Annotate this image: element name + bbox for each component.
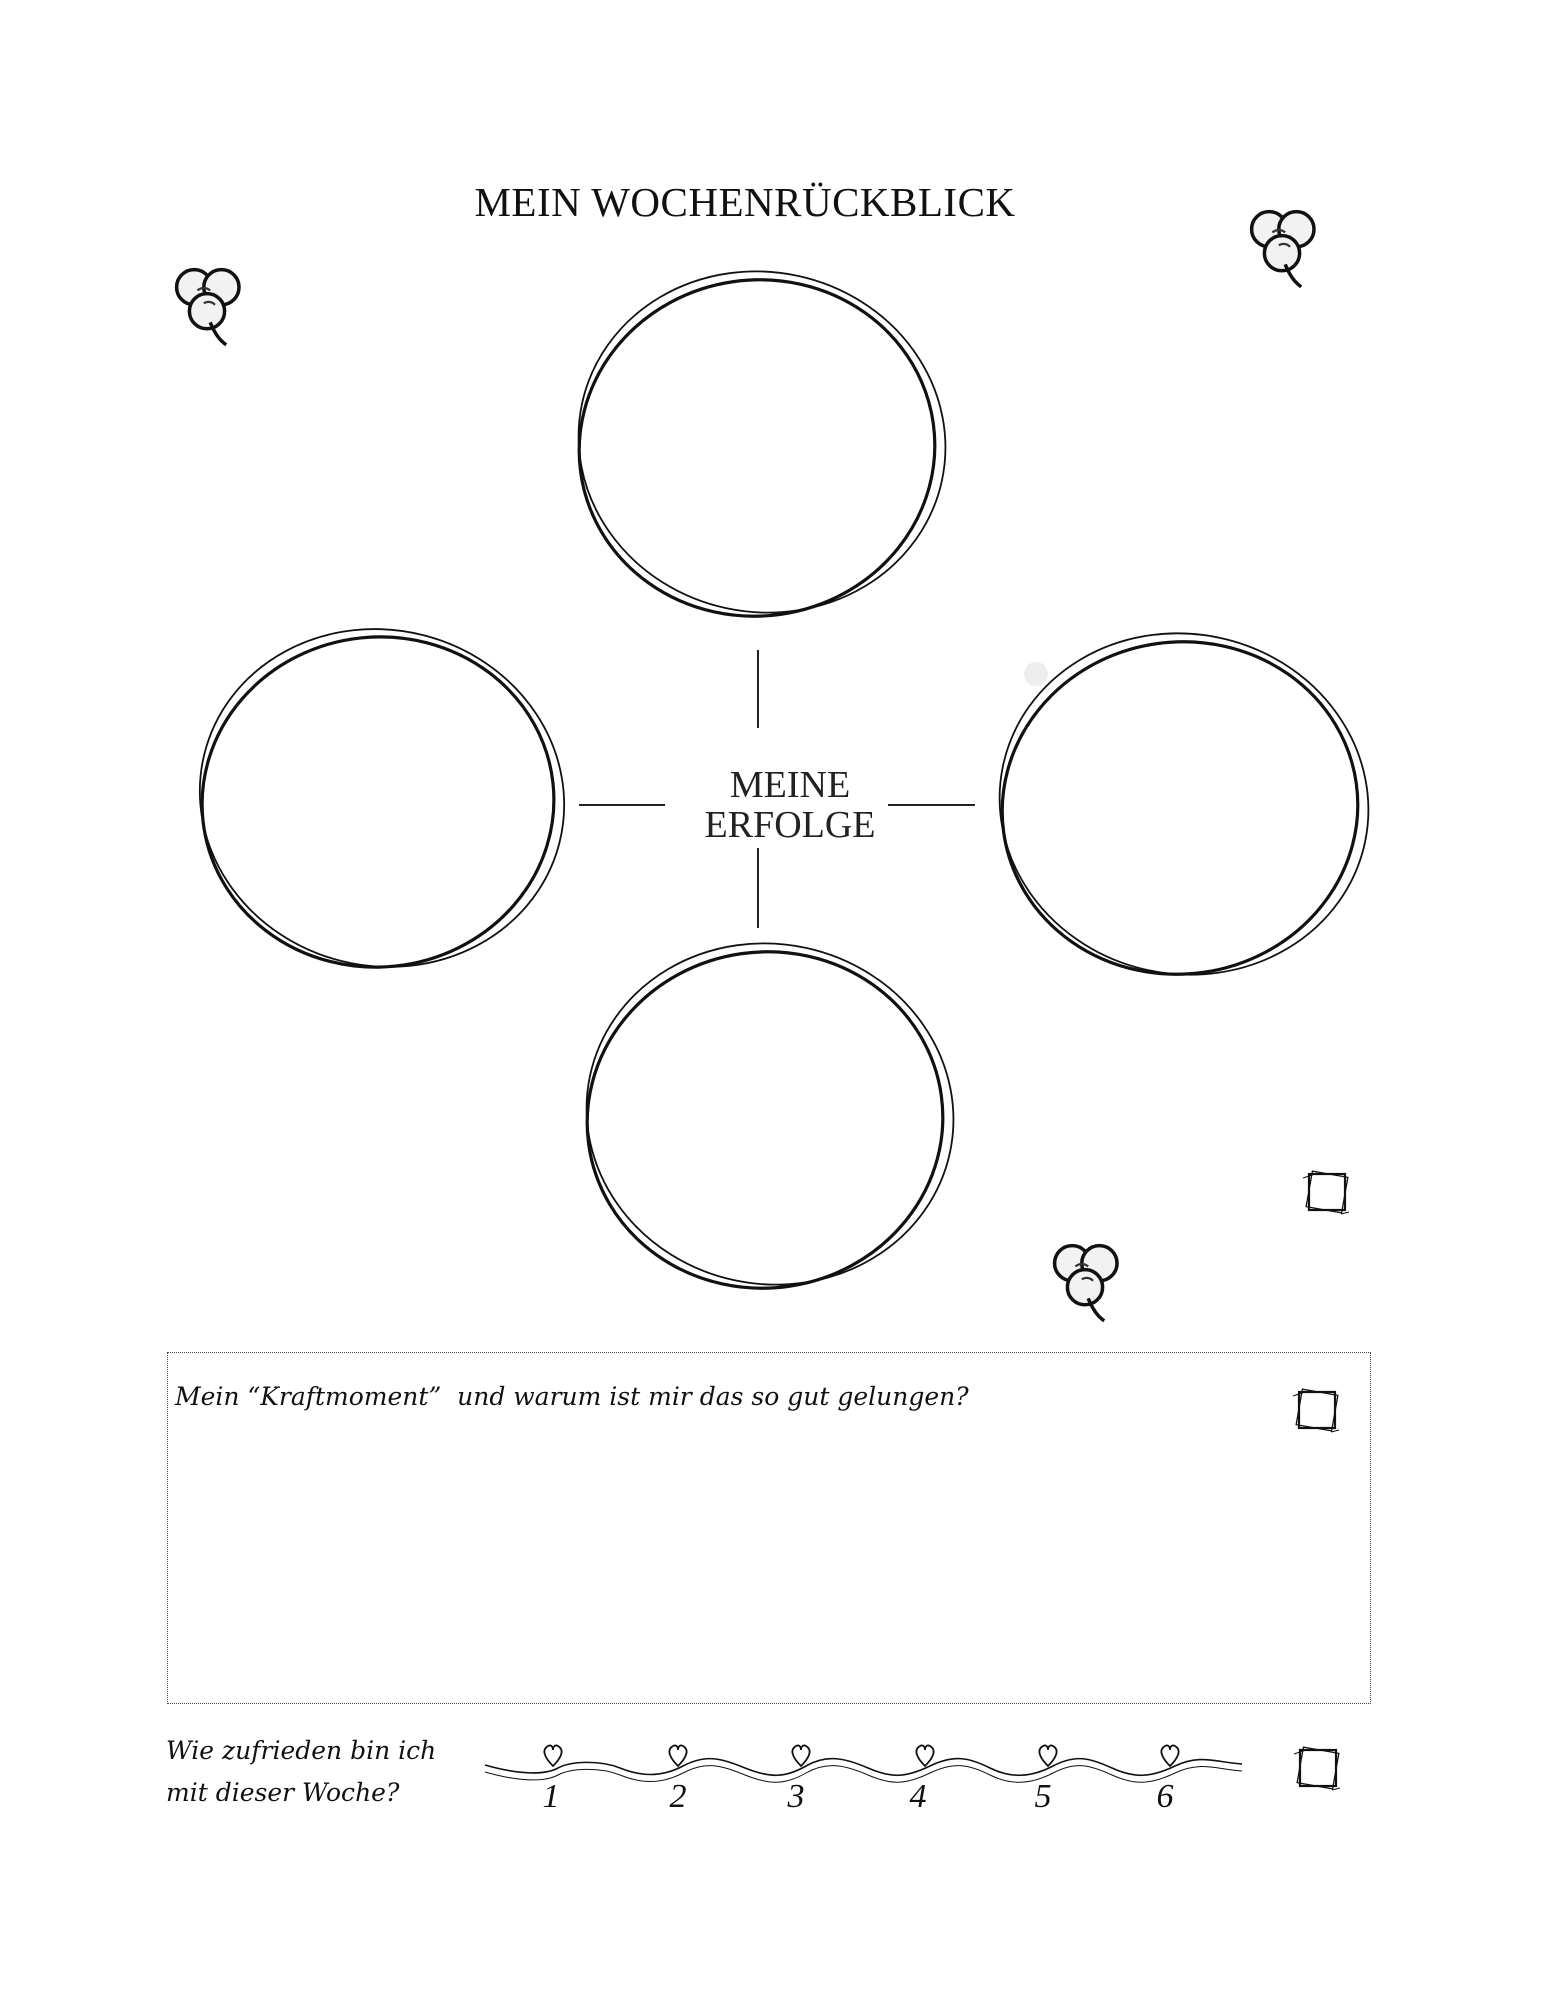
rating-option-6[interactable]: 6	[1156, 1778, 1174, 1815]
rating-question	[166, 1730, 436, 1814]
rating-option-4[interactable]: 4	[909, 1778, 927, 1815]
heart-icon	[544, 1745, 561, 1766]
center-label-line1: MEINE	[729, 764, 851, 806]
heart-icon	[1161, 1745, 1178, 1766]
checkbox-icon	[1303, 1171, 1349, 1214]
heart-icon	[792, 1745, 809, 1766]
circle-left	[164, 591, 600, 1006]
clover-icon	[177, 270, 239, 345]
checkbox-icon	[1294, 1747, 1340, 1790]
heart-icon	[1039, 1745, 1056, 1766]
rating-question-line1: Wie zufrieden bin ich	[166, 1736, 437, 1765]
center-label	[640, 765, 940, 845]
circle-bottom	[555, 909, 986, 1318]
heart-icon	[916, 1745, 933, 1766]
rating-heart-line	[485, 1745, 1242, 1782]
rating-option-5[interactable]: 5	[1034, 1778, 1052, 1815]
circle-top	[547, 237, 978, 646]
circle-right	[968, 599, 1401, 1008]
center-label-line2: ERFOLGE	[704, 804, 876, 846]
clover-icon	[1055, 1246, 1117, 1321]
rating-question-line2: mit dieser Woche?	[166, 1778, 400, 1807]
kraftmoment-prompt: Mein “Kraftmoment” und warum ist mir das so gut gelungen?	[175, 1382, 969, 1411]
rating-option-2[interactable]: 2	[669, 1778, 687, 1815]
heart-icon	[669, 1745, 686, 1766]
page-title: MEIN WOCHENRÜCKBLICK	[474, 179, 1016, 225]
rating-option-1[interactable]: 1	[542, 1778, 560, 1815]
rating-option-3[interactable]: 3	[787, 1778, 805, 1815]
